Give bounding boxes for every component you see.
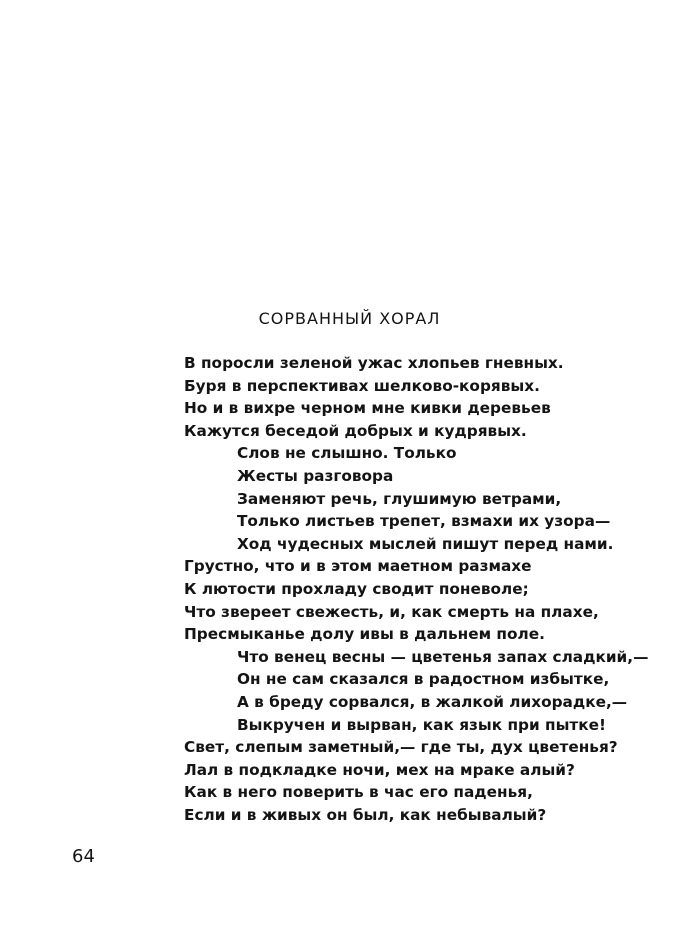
poem-line: Только листьев трепет, взмахи их узора— <box>237 512 611 531</box>
poem-line: Как в него поверить в час его паденья, <box>184 783 533 802</box>
poem-line: Он не сам сказался в радостном избытке, <box>237 670 610 689</box>
poem-line: Но и в вихре черном мне кивки деревьев <box>184 399 551 418</box>
poem-line: В поросли зеленой ужас хлопьев гневных. <box>184 354 564 372</box>
poem-line: Кажутся беседой добрых и кудрявых. <box>184 421 527 440</box>
poem-line: Ход чудесных мыслей пишут перед нами. <box>237 534 614 553</box>
poem-line: Жесты разговора <box>237 467 394 485</box>
poem-line: Что звереет свежесть, и, как смерть на плахе, <box>184 602 599 621</box>
poem-line: Что венец весны — цветенья запах сладкий,— <box>237 647 649 666</box>
poem-title: СОРВАННЫЙ ХОРАЛ <box>258 309 441 328</box>
poem-line: Слов не слышно. Только <box>237 444 457 463</box>
poem-line: Заменяют речь, глушимую ветрами, <box>237 489 562 508</box>
poem-line: К лютости прохладу сводит поневоле; <box>184 580 529 598</box>
poem-line: Свет, слепым заметный,— где ты, дух цветенья? <box>184 738 618 757</box>
poem-line: Лал в подкладке ночи, мех на мраке алый? <box>184 760 575 779</box>
poem-line: Грустно, что и в этом маетном размахе <box>184 557 532 576</box>
poem-line: Выкручен и вырван, как язык при пытке! <box>237 715 607 734</box>
poem-line: Буря в перспективах шелково-корявых. <box>184 376 540 395</box>
page-number: 64 <box>72 846 95 867</box>
poem-line: Если и в живых он был, как небывалый? <box>184 806 547 824</box>
poem-line: Пресмыканье долу ивы в дальнем поле. <box>184 625 545 644</box>
poem-line: А в бреду сорвался, в жалкой лихорадке,— <box>237 693 628 711</box>
